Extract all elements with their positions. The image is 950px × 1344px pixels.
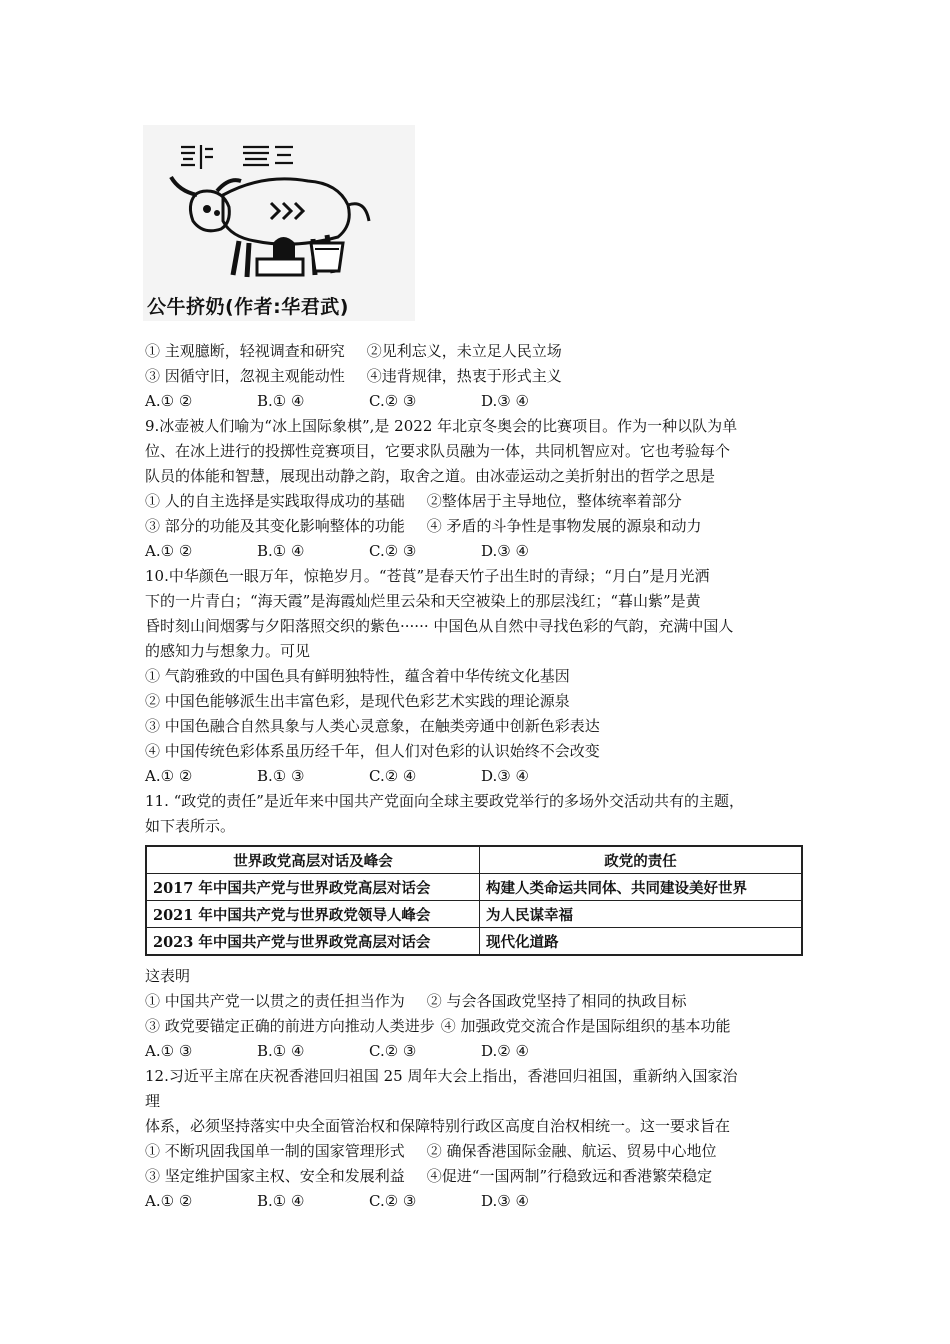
q8-options-row-2 [145, 364, 815, 389]
table-cell: 2021 年中国共产党与世界政党领导人峰会 [146, 901, 480, 928]
q12-stem-line: 理 [145, 1092, 161, 1110]
q11-option-3: ③ 政党要锚定正确的前进方向推动人类进步 [145, 1017, 435, 1035]
table-cell: 现代化道路 [480, 928, 803, 956]
table-cell: 构建人类命运共同体、共同建设美好世界 [480, 874, 803, 901]
q8-choice-a[interactable]: A.① ② [145, 392, 193, 410]
table-cell: 为人民谋幸福 [480, 901, 803, 928]
q11-choice-a[interactable]: A.① ③ [145, 1042, 193, 1060]
table-row [146, 874, 802, 901]
q11-option-4: ④ 加强政党交流合作是国际组织的基本功能 [440, 1017, 731, 1035]
q10-choice-b[interactable]: B.① ③ [257, 767, 305, 785]
q11-lead: 这表明 [145, 967, 191, 985]
cartoon-figure [143, 125, 415, 321]
q12-option-3: ③ 坚定维护国家主权、安全和发展利益 [145, 1167, 405, 1185]
q12-option-4: ④促进“一国两制”行稳致远和香港繁荣稳定 [426, 1167, 713, 1185]
q8-choice-d[interactable]: D.③ ④ [481, 392, 529, 410]
q9-choice-a[interactable]: A.① ② [145, 542, 193, 560]
q8-choices [145, 389, 815, 414]
q8-option-4: ④违背规律，热衷于形式主义 [366, 367, 562, 385]
q10-stem-line: 昏时刻山间烟雾与夕阳落照交织的紫色······ 中国色从自然中寻找色彩的气韵，充满中国人 [145, 617, 734, 635]
q11-stem-line: 11. “政党的责任”是近年来中国共产党面向全球主要政党举行的多场外交活动共有的主题， [145, 792, 744, 810]
table-cell: 2017 年中国共产党与世界政党高层对话会 [146, 874, 480, 901]
q12-stem-line: 体系，必须坚持落实中央全面管治权和保障特别行政区高度自治权相统一。这一要求旨在 [145, 1117, 731, 1135]
q11-stem-line: 如下表所示。 [145, 817, 236, 835]
q10-option-1: ① 气韵雅致的中国色具有鲜明独特性，蕴含着中华传统文化基因 [145, 667, 570, 685]
q10-stem-line: 10.中华颜色一眼万年，惊艳岁月。“苍莨”是春天竹子出生时的青绿；“月白”是月光洒 [145, 567, 710, 585]
q12-option-2: ② 确保香港国际金融、航运、贸易中心地位 [426, 1142, 717, 1160]
q12-choice-c[interactable]: C.② ③ [369, 1192, 417, 1210]
q8-choice-c[interactable]: C.② ③ [369, 392, 417, 410]
table-cell: 2023 年中国共产党与世界政党高层对话会 [146, 928, 480, 956]
q8-option-2: ②见利忘义，未立足人民立场 [366, 342, 562, 360]
q10-stem-line: 的感知力与想象力。可见 [145, 642, 311, 660]
q8-option-1: ① 主观臆断，轻视调查和研究 [145, 342, 345, 360]
q11-option-1: ① 中国共产党一以贯之的责任担当作为 [145, 992, 405, 1010]
q12-options-row-1 [145, 1139, 815, 1164]
exam-page [145, 125, 815, 1214]
q10-choices [145, 764, 815, 789]
q12-stem-line: 12.习近平主席在庆祝香港回归祖国 25 周年大会上指出，香港回归祖国，重新纳入国家治 [145, 1067, 738, 1085]
q9-choice-d[interactable]: D.③ ④ [481, 542, 529, 560]
milk-bucket-icon [257, 243, 343, 275]
q12-options-row-2 [145, 1164, 815, 1189]
q12-option-1: ① 不断巩固我国单一制的国家管理形式 [145, 1142, 405, 1160]
q8-choice-b[interactable]: B.① ④ [257, 392, 305, 410]
q9-option-2: ②整体居于主导地位，整体统率着部分 [426, 492, 682, 510]
q9-stem-line: 位、在冰上进行的投掷性竞赛项目，它要求队员融为一体，共同机智应对。它也考验每个 [145, 442, 731, 460]
q11-choice-d[interactable]: D.② ④ [481, 1042, 529, 1060]
q11-options-row-1 [145, 989, 815, 1014]
q12-choices [145, 1189, 815, 1214]
q9-options-row-2 [145, 514, 815, 539]
q10-option-3: ③ 中国色融合自然具象与人类心灵意象，在触类旁通中创新色彩表达 [145, 717, 600, 735]
q11-table [145, 845, 803, 956]
q10-choice-a[interactable]: A.① ② [145, 767, 193, 785]
q10-choice-d[interactable]: D.③ ④ [481, 767, 529, 785]
q9-option-1: ① 人的自主选择是实践取得成功的基础 [145, 492, 405, 510]
table-header: 政党的责任 [480, 846, 803, 874]
q11-choice-c[interactable]: C.② ③ [369, 1042, 417, 1060]
q9-choices [145, 539, 815, 564]
q11-choice-b[interactable]: B.① ④ [257, 1042, 305, 1060]
q11-options-row-2 [145, 1014, 815, 1039]
q9-option-3: ③ 部分的功能及其变化影响整体的功能 [145, 517, 405, 535]
q9-stem-line: 队员的体能和智慧，展现出动静之韵，取舍之道。由冰壶运动之美折射出的哲学之思是 [145, 467, 716, 485]
cartoon-caption: 公牛挤奶(作者:华君武) [147, 296, 349, 318]
q10-stem-line: 下的一片青白；“海天霞”是海霞灿烂里云朵和天空被染上的那层浅红；“暮山紫”是黄 [145, 592, 701, 610]
table-row [146, 901, 802, 928]
q9-option-4: ④ 矛盾的斗争性是事物发展的源泉和动力 [426, 517, 702, 535]
table-header-row [146, 846, 802, 874]
q9-choice-b[interactable]: B.① ④ [257, 542, 305, 560]
q12-choice-a[interactable]: A.① ② [145, 1192, 193, 1210]
q12-choice-b[interactable]: B.① ④ [257, 1192, 305, 1210]
q10-option-4: ④ 中国传统色彩体系虽历经千年，但人们对色彩的认识始终不会改变 [145, 742, 600, 760]
q12-choice-d[interactable]: D.③ ④ [481, 1192, 529, 1210]
q8-options-row-1 [145, 339, 815, 364]
q8-option-3: ③ 因循守旧，忽视主观能动性 [145, 367, 345, 385]
q9-choice-c[interactable]: C.② ③ [369, 542, 417, 560]
table-row [146, 928, 802, 956]
q11-choices [145, 1039, 815, 1064]
q10-choice-c[interactable]: C.② ④ [369, 767, 417, 785]
q10-option-2: ② 中国色能够派生出丰富色彩，是现代色彩艺术实践的理论源泉 [145, 692, 570, 710]
q9-stem-line: 9.冰壶被人们喻为“冰上国际象棋”,是 2022 年北京冬奥会的比赛项目。作为一种以队为单 [145, 417, 738, 435]
table-header: 世界政党高层对话及峰会 [146, 846, 480, 874]
q11-option-2: ② 与会各国政党坚持了相同的执政目标 [426, 992, 687, 1010]
q9-options-row-1 [145, 489, 815, 514]
